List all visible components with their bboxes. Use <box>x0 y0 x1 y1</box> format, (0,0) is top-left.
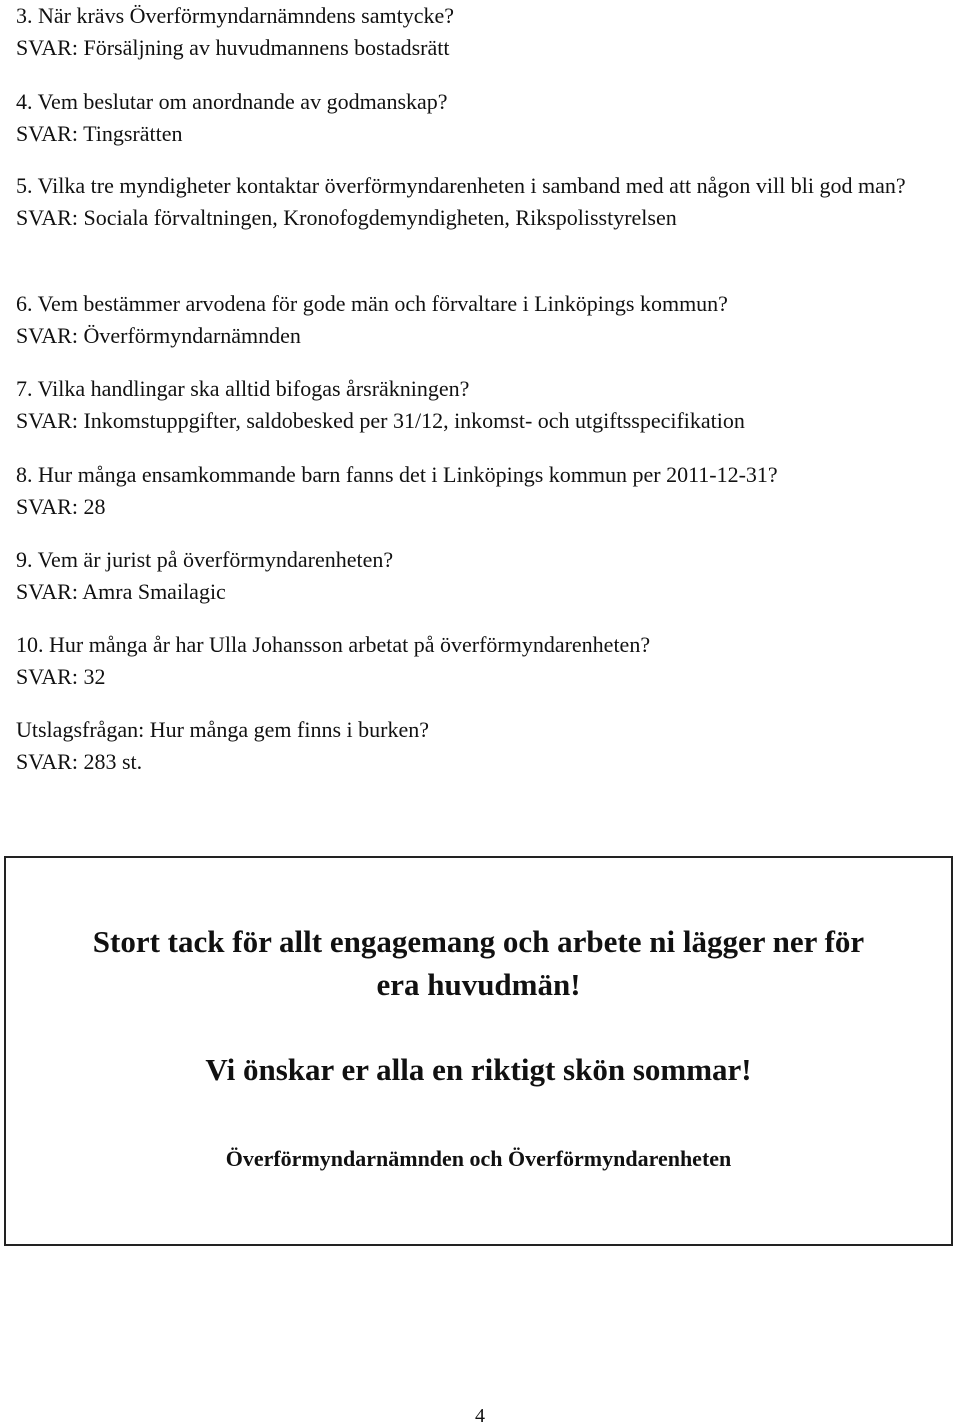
question-9 <box>16 544 393 608</box>
question-text: 8. Hur många ensamkommande barn fanns det i Linköpings kommun per 2011-12-31? <box>16 462 778 487</box>
answer-text: SVAR: Amra Smailagic <box>16 579 226 604</box>
signature: Överförmyndarnämnden och Överförmyndarenheten <box>225 1146 732 1171</box>
question-3 <box>16 0 454 64</box>
answer-text: SVAR: Försäljning av huvudmannens bostadsrätt <box>16 35 450 60</box>
question-4 <box>16 86 448 150</box>
thanks-heading: Stort tack för allt engagemang och arbete ni lägger ner för era huvudmän! <box>92 924 865 1002</box>
question-10 <box>16 629 650 693</box>
answer-text: SVAR: Sociala förvaltningen, Kronofogdemyndigheten, Rikspolisstyrelsen <box>16 205 677 230</box>
question-text: 5. Vilka tre myndigheter kontaktar överförmyndarenheten i samband med att någon vill bli god man? <box>16 173 906 198</box>
question-8 <box>16 459 778 523</box>
answer-text: SVAR: 28 <box>16 494 106 519</box>
question-text: 7. Vilka handlingar ska alltid bifogas årsräkningen? <box>16 376 470 401</box>
answer-text: SVAR: Överförmyndarnämnden <box>16 323 301 348</box>
summer-greeting: Vi önskar er alla en riktigt skön sommar! <box>205 1052 752 1087</box>
question-7 <box>16 373 745 437</box>
answer-text: SVAR: 283 st. <box>16 749 143 774</box>
question-6 <box>16 288 728 352</box>
question-text: Utslagsfrågan: Hur många gem finns i burken? <box>16 717 429 742</box>
question-5 <box>16 170 906 234</box>
tiebreaker-question <box>16 714 429 778</box>
question-text: 9. Vem är jurist på överförmyndarenheten? <box>16 547 394 572</box>
answer-text: SVAR: Tingsrätten <box>16 121 183 146</box>
closing-message-box <box>4 856 953 1246</box>
question-text: 4. Vem beslutar om anordnande av godmanskap? <box>16 89 448 114</box>
question-text: 10. Hur många år har Ulla Johansson arbetat på överförmyndarenheten? <box>16 632 651 657</box>
answer-text: SVAR: 32 <box>16 664 106 689</box>
answer-text: SVAR: Inkomstuppgifter, saldobesked per 31/12, inkomst- och utgiftsspecifikation <box>16 408 745 433</box>
page-number: 4 <box>475 1405 485 1427</box>
question-text: 3. När krävs Överförmyndarnämndens samtycke? <box>16 3 455 28</box>
question-text: 6. Vem bestämmer arvodena för gode män och förvaltare i Linköpings kommun? <box>16 291 728 316</box>
